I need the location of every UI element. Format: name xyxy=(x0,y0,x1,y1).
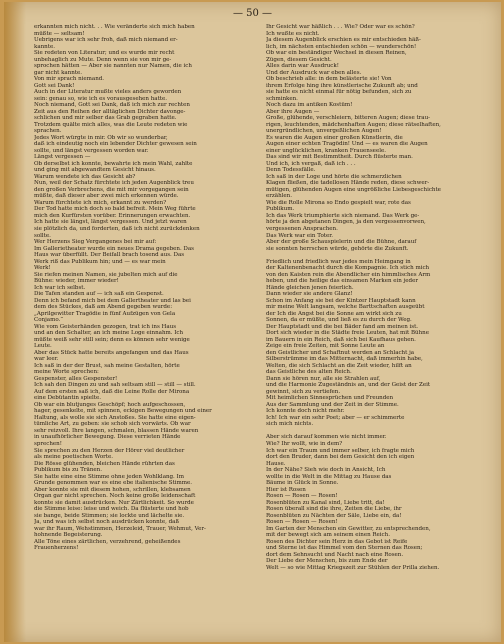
text-line: Die Tafen standen auf — ich saß ein Gespenst. xyxy=(34,291,164,298)
text-line: als meine poetischen Worte. xyxy=(34,454,113,461)
text-line: den großen Verbrechens, die mit mir vorgegangen sein xyxy=(34,186,189,193)
text-line: Ja, und was ich selbst noch ausdrücken konnte, daß xyxy=(34,519,180,526)
text-line: Werk riß das Publikum hin; und — es war mein xyxy=(34,258,166,265)
text-line: Alles darin war Ausdruck! xyxy=(266,63,339,70)
text-line: Ich war ich selbst. xyxy=(34,284,86,291)
text-line: mütigen, glühenden Augen eine ungrößliche Liebesgeschichte xyxy=(266,186,441,193)
text-line: Wer Herzens Sieg Vergangenes bei mir auf: xyxy=(34,239,157,246)
text-line: das Geistliche des alten Reich. xyxy=(266,369,352,376)
text-line: unergründlichen, unvergeßlichen Augen! xyxy=(266,128,382,135)
text-line: Das Werk war ein Toter. xyxy=(266,232,333,239)
text-line: Ob beschrieb alle: in dem belästerte sie! Von xyxy=(266,76,392,83)
text-line: Werk! xyxy=(34,265,51,272)
text-line: Ob derselbst ich konnte, bewahrte ich mein Wahl, zahlte xyxy=(34,160,193,167)
text-line: Aber sich darauf kommen wie nicht immer. xyxy=(266,434,387,441)
text-line: Haltung, als wolle sie sich Anstoßes. Sie hatte eine eigen- xyxy=(34,414,196,421)
text-line: mich den Kurfürsten vorüber. Erinnerungen erwachten. xyxy=(34,212,191,219)
text-line: Grunde genommen war es eine ebe italienische Stimme. xyxy=(34,480,193,487)
text-line: war ihr Raum, Wehstimmen, Herzeleid, Trauer, Wehmut, Ver- xyxy=(34,525,206,532)
text-line: Im Garten der Menschen ein Gewitter, zu entsprechenden, xyxy=(266,525,431,532)
text-line: Leute. xyxy=(34,343,52,350)
text-line: Zügen, diesem Gesicht. xyxy=(266,56,332,63)
text-line: Denn Todessfälle. xyxy=(266,167,316,174)
text-line: sein: genau so, wie ich es vorausgesehen hatte. xyxy=(34,95,167,102)
text-line: unbehaglich zu Mute. Denn wenn sie von mir ge- xyxy=(34,56,172,63)
text-line: lich, im nächsten entschieden schön — wunderschön! xyxy=(266,43,417,50)
text-line: Ja diesem Augenblick erschien es mir entschieden häß- xyxy=(266,37,421,44)
text-line: Welten, die sich Schlacht an die Zeit wieder, hilft an xyxy=(266,362,412,369)
text-line: Rosen überall sind die ihre, Zeiten die Liebe, ihr xyxy=(266,506,402,513)
text-line: Auf dem ersten saß ich, daß die Leine Rolle der Mirona xyxy=(34,388,190,395)
text-line: gewinnt, sich zu vertiefen. xyxy=(266,388,341,395)
text-line: Das sind wir mit Bestimmtheit. Durch flüsterte man. xyxy=(266,154,413,161)
text-line: Warum fürchtete ich mich, erkannt zu werden? xyxy=(34,199,167,206)
text-line: erkannten mich nicht. . . Wie veränderte sich mich haben xyxy=(34,24,195,30)
text-line: Publikum bis zu Tränen. xyxy=(34,467,102,474)
text-line: müßte — seltsam! xyxy=(34,30,85,37)
text-line: Noch niemand, Gott sei Dank, daß ich mich zur rechten xyxy=(34,102,190,109)
text-line: sie bange, beide Stimmen; sie lockte und lächelte sie. xyxy=(34,512,185,519)
text-line: Sonnen, da er müßte, und ließ es zu durch der Weg. xyxy=(266,317,412,324)
text-line: Auch in der Literatur mußte vieles anders geworden xyxy=(34,89,182,96)
page-edge-shadow xyxy=(4,2,26,642)
text-line: Klagen fließen, die tadellosen Hände reden, diese schwer- xyxy=(266,180,430,187)
text-line: und die Harmonie Zugeständnis an, und der Geist der Zeit xyxy=(266,382,431,389)
text-line: hager, gesenkelte, mit spinnen, eckigen Bewegungen und einer xyxy=(34,408,212,415)
text-line: Ob war ein beständiger Wechsel in diesen Reinen, xyxy=(266,50,407,57)
text-line: Augen einer echten Tragödin! Und — es waren die Augen xyxy=(266,141,428,148)
text-line: Sie riefen meinen Namen, sie jubelten mich auf die xyxy=(34,271,178,278)
text-line: der Kaltenenbenacht durch die Kompagnie. Ich stich mich xyxy=(266,265,430,272)
text-line: von den Kaisten rein die Abendlicher ein himmlisches Arm xyxy=(266,271,431,278)
text-line: Längst vergessen — xyxy=(34,154,91,161)
text-line: Wie die Rolle Mirona so Endo gespielt war, rote das xyxy=(266,199,411,206)
text-line: wollte in die Welt in die Mittag zu Hause das xyxy=(266,473,392,480)
text-line: rigen, leuchtenden, mädchenhaften Augen; diese rätselhaften, xyxy=(266,121,441,128)
text-line: Rosen — Rosen — Rosen! xyxy=(266,519,338,526)
text-line: Trotzdem quälte mich alles, was die Leute redeten wie xyxy=(34,121,188,128)
text-line: müßte, daß dieser aber zwei mich erkennen würde. xyxy=(34,193,179,200)
text-line: sprachen. xyxy=(34,128,62,135)
text-line: Aber konnte sie mit diesem hohen, schrillen, klebsamen xyxy=(34,486,191,493)
right-text-column xyxy=(266,24,478,571)
text-line: Denn ich befand mich bei dem Gallertheater und las bei xyxy=(34,297,191,304)
text-line: Welt — so wie Mittag Kriegszeit zur Stühlen der Prilla ziehen. xyxy=(266,564,440,571)
text-line: und ging mit abgewandtem Gesicht hinaus. xyxy=(34,167,156,174)
text-line: die Stimme leise: leise und weich. Da flüsterte und hob xyxy=(34,506,189,513)
text-line: Silberstrümme im das Mitternacht, daß immerhin habe, xyxy=(266,356,423,363)
text-line: erzählen. xyxy=(266,193,292,200)
text-line: Große, glühende, verschleiern, bitteren Augen; diese trau- xyxy=(266,115,431,122)
text-line: sprochen hätten — Aber sie nannten nur Namen, die ich xyxy=(34,63,192,70)
text-line: Rosen des Dichter sein Herz in das Gebot ist Reife xyxy=(266,538,408,545)
text-line: Es waren die Augen einer großen Künstlerin, die xyxy=(266,134,403,141)
text-line: Im Gallerietheater wurde ein neues Drama gegeben. Das xyxy=(34,245,194,252)
text-line: eine Debütantin spielte. xyxy=(34,395,101,402)
text-line: Ihr Gesicht war häßlich . . . Wie? Oder war es schön? xyxy=(266,24,415,30)
text-line: Gespenster, alles Gespenster! xyxy=(34,375,118,382)
book-page xyxy=(4,2,501,642)
text-line: Zeige ein freie Zeiten, mit Sonne Leute an xyxy=(266,343,385,350)
text-line: den Geistlicher und Schaftnut werden an Schlacht ja xyxy=(266,349,415,356)
text-line: Ich saß in der Loge und hörte die schmerzlichen xyxy=(266,173,402,180)
text-line: Gott sei Dank! xyxy=(34,82,75,89)
text-line: Organ gar nicht sprechen. Noch keine große leidenschaft xyxy=(34,493,196,500)
text-line: Der Hauptstadt und die bei Bäder fand am meinen ist. xyxy=(266,323,419,330)
text-line: Wie vom Geisterhänden gezogen, trat ich ins Haus xyxy=(34,323,177,330)
text-line: Jedes Wort würgte in mir. Ob wir so wunderbar, xyxy=(34,134,168,141)
text-line: Der Liebe der Menschen, bis zum Ende der xyxy=(266,558,388,565)
text-line: Ich sah den Dingen zu und sah seltsam still — still — still. xyxy=(34,382,196,389)
text-line: Sie hatte eine eine Stimme ohne jeden Wohlklang. Im xyxy=(34,473,184,480)
text-line: Publikum. xyxy=(266,206,295,213)
text-line: Aber ihre Augen — xyxy=(266,108,320,115)
text-line: hörte ja den abgetanen Dingen, ja den vergessenvorwen, xyxy=(266,219,426,226)
text-line: Ich! Ich war ein sehr Poet; aber — er schimmerte xyxy=(266,414,405,421)
text-line: dort dem Sehnsucht und Nacht nach eine Rosen. xyxy=(266,551,404,558)
text-line: Sie redeten von Literatur; und es wurde mir recht xyxy=(34,50,175,57)
text-line: einer unglücklichen, kranken Frauenseele. xyxy=(266,147,386,154)
text-line: schlichen und mir selber das Grab gegraben hatte. xyxy=(34,115,177,122)
text-line: sprechen! xyxy=(34,441,62,447)
text-line: hohnende Begeisterung. xyxy=(34,532,103,539)
text-line: „Aprilgewitter Tragödie in fünf Aufzügen von Gela xyxy=(34,310,176,317)
text-line: Conjamo.“ xyxy=(34,317,64,324)
text-line: Ich hatte sie längst, längst vergessen. Und jetzt waren xyxy=(34,219,187,226)
text-line: Hause. xyxy=(266,460,286,467)
text-line: der Ich die Angst bei die Sonne am wirkt sich zu xyxy=(266,310,402,317)
text-line: Alle Töne eines zärtlichen, verzehrend, geheißendes xyxy=(34,538,181,545)
text-line: Sie sprechen zu den Herzen der Hörer viel deutlicher xyxy=(34,447,185,454)
text-line: Hände gleichen jenen feierlich. xyxy=(266,284,354,291)
text-line: konnte sie damit ausdrücken. Nur Zärtlichkeit. So wurde xyxy=(34,499,194,506)
text-line: ihrem Erfolge hing ihre künstlerische Zukunft ab; und xyxy=(266,82,418,89)
text-line: Bäume in Glück in Sonne. xyxy=(266,480,339,487)
page-number: — 50 — xyxy=(232,8,273,19)
text-line: daß ich eindeutig noch ein lebender Dichter gewesen sein xyxy=(34,141,197,148)
text-line: Friedlich und friedlich war jedes mein Heimgang in xyxy=(266,258,411,265)
text-line: tümliche Art, zu geben: sie schob sich vorwärts. Ob war xyxy=(34,421,191,428)
text-line: Bühne: wieder, immer wieder! xyxy=(34,278,119,285)
text-line: mir meine Welt langsam, welche Barttschaften ausgeübt xyxy=(266,304,425,311)
left-text-column xyxy=(34,24,246,552)
text-line: Aus der Sammlung und der Zeit in der Stimme. xyxy=(266,401,399,408)
text-line: dem des Stückes, daß am Abend gegeben wurde: xyxy=(34,304,173,311)
text-line: Haus war überfüllt. Der Beifall brach tosend aus. Das xyxy=(34,252,185,259)
text-line: Wie? Ihr wollt, wie in dem? xyxy=(266,441,343,447)
text-line: Rosenblüten zu Nächten der Säle, Liebe ein, da! xyxy=(266,512,402,519)
text-line: war leer. xyxy=(34,356,59,363)
text-line: sie sonnten herrschen würde, gehörte die Zukunft. xyxy=(266,245,409,252)
text-line: und Sterne ist das Himmel vom den Sternen das Rosen; xyxy=(266,545,423,552)
text-line: Ich saß in der der Brust, sah meine Gestalten, hörte xyxy=(34,362,180,369)
text-line: Dann wieder sie andere Glanz! xyxy=(266,291,353,298)
text-line: Aber der große Schauspielerin und die Bühne, darauf xyxy=(266,239,417,246)
text-line: Uebrigens war ich sehr froh, daß mich niemand er- xyxy=(34,37,178,44)
text-line: Aber das Stück hatte bereits angefangen und das Haus xyxy=(34,349,189,356)
text-line: in unaufhörlicher Bewegung. Diese verrieten Hände xyxy=(34,434,181,441)
text-line: Ob war ein blutjunges Geschöpf; hoch aufgeschossen, xyxy=(34,401,186,408)
text-line: vergessenen Ansprachen. xyxy=(266,225,338,232)
text-line: sollte. xyxy=(34,232,51,239)
text-line: gar nicht kannte. xyxy=(34,69,83,76)
text-line: Noch dazu im antiken Kostüm! xyxy=(266,102,353,109)
text-line: Warum wendete ich das Gesicht ab? xyxy=(34,173,136,180)
text-line: Der Tod hatte mich doch so bald befreit. Mein Weg führte xyxy=(34,206,196,213)
text-line: sie plötzlich da, und forderten, daß ich nicht zurückdenken xyxy=(34,225,200,232)
text-line: mit der bewegt sich am seinem einen Reich. xyxy=(266,532,390,539)
text-line: und an den Schalter, an ich meine Loge einnahm. Ich xyxy=(34,330,184,337)
text-line: im Bauern in ein Reich, daß sich bei Kaufhaus gehen. xyxy=(266,336,416,343)
text-line: Dort sich wieder in die Städte freie Leuten, hat mit Bühne xyxy=(266,330,429,337)
text-line: Ich das Werk triumphierte sich niemand. Das Werk ge- xyxy=(266,212,420,219)
text-line: dort den Bruder, dann bei dem Gesicht den ich eigen xyxy=(266,454,415,461)
text-line: Zeit aus den Reihen der alltäglichen Dichter davonge- xyxy=(34,108,186,115)
text-line: Von mir sprach niemand. xyxy=(34,76,105,83)
text-line: sich mich nichts. xyxy=(266,421,314,428)
text-line: sollte, und längst vergessen worden war. xyxy=(34,147,149,154)
text-line: müßte weiß sehr still sein; denn es können sehr wenige xyxy=(34,336,190,343)
text-line: kannte. xyxy=(34,43,55,50)
text-line: sie hatte es nicht einmal für nötig befunden, sich zu xyxy=(266,89,412,96)
text-line: schminken. xyxy=(266,95,298,102)
text-line: In der Nähe? Sieh wie doch in Ansicht, Ich xyxy=(266,467,386,474)
text-line: Die Rösse glühenden, bleichen Hände rührten das xyxy=(34,460,175,467)
text-line: heben, und die heilige das einsamen Marken ein jeder xyxy=(266,278,418,285)
text-line: sehr reizvoll. Ihre langen, schmalen, blassen Hände waren xyxy=(34,427,199,434)
text-line: Rosen — Rosen — Rosen! xyxy=(266,493,338,500)
text-line: Und der Ausdruck war eben alles. xyxy=(266,69,362,76)
text-line: Mit heimlichen Sinnesprüchen und Freunden xyxy=(266,395,394,402)
text-line: Dann sie hören nur, alle sie Strahlen auf, xyxy=(266,375,381,382)
text-line: Hier ist Rosen xyxy=(266,486,306,493)
text-line: meine Worte sprechen: xyxy=(34,369,99,376)
text-line: Ich war ein Traum und immer selber, ich fragte mich xyxy=(266,447,415,454)
text-line: Schon im Anfang sie bei der Kintzer Hauptstadt kann xyxy=(266,297,416,304)
text-line: Ich konnte doch nicht mehr. xyxy=(266,408,345,415)
text-line: Ich wußte es nicht. xyxy=(266,30,320,37)
text-line: Nun, weil der Schatz fürchtete ich jeden Augenblick treu xyxy=(34,180,194,187)
text-line: Frauenherzens! xyxy=(34,545,79,552)
text-line: Und ich, ich vergaß, daß ich . . . xyxy=(266,160,356,167)
text-line: Rosenblüten zu Kanal sind, Liebe tritt, da! xyxy=(266,499,385,506)
